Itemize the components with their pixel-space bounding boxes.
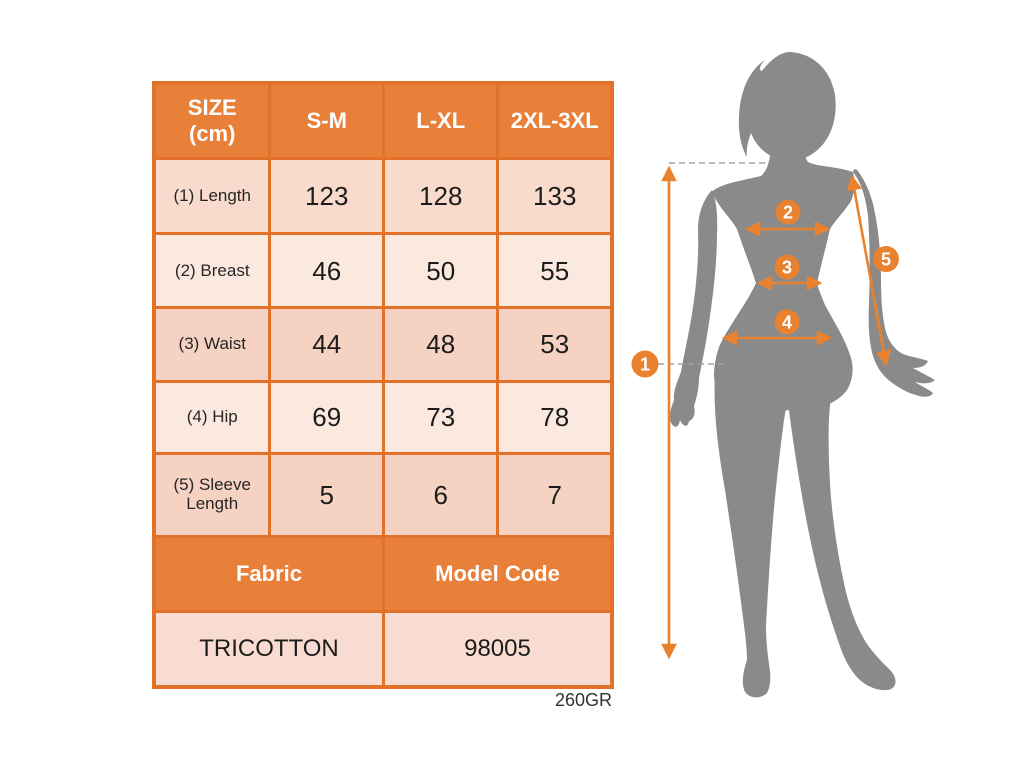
- marker-3-label: 3: [781, 257, 793, 278]
- marker-1-label: 1: [639, 354, 651, 375]
- measurement-cell: 48: [385, 309, 496, 379]
- marker-4-label: 4: [781, 312, 793, 333]
- measurement-cell: 73: [385, 383, 496, 452]
- measurement-cell: 5: [271, 455, 382, 535]
- size-unit-line1: SIZE: [187, 94, 237, 120]
- size-unit-header: [156, 85, 268, 157]
- left-leg-silhouette: [715, 375, 787, 697]
- measurement-cell: 133: [499, 160, 610, 232]
- column-header-l-xl: L-XL: [385, 85, 496, 157]
- model-code-header: Model Code: [385, 538, 610, 610]
- row-label-hip: (4) Hip: [156, 383, 268, 452]
- measurement-cell: 78: [499, 383, 610, 452]
- left-arm-silhouette: [670, 190, 717, 427]
- fabric-header: Fabric: [156, 538, 382, 610]
- body-measurement-figure: [615, 20, 965, 730]
- row-label-length: (1) Length: [156, 160, 268, 232]
- measurement-cell: 123: [271, 160, 382, 232]
- model-code-value: 98005: [385, 613, 610, 685]
- size-unit-line2: (cm): [189, 121, 236, 147]
- right-arm-silhouette: [853, 169, 935, 397]
- row-label-sleeve-length: (5) Sleeve Length: [156, 455, 268, 535]
- right-leg-silhouette: [787, 382, 896, 690]
- row-label-breast: (2) Breast: [156, 235, 268, 306]
- weight-note: 260GR: [554, 690, 612, 710]
- body-silhouette: [670, 52, 935, 697]
- measurement-cell: 55: [499, 235, 610, 306]
- marker-5-label: 5: [880, 249, 892, 270]
- measurement-cell: 46: [271, 235, 382, 306]
- measurement-cell: 44: [271, 309, 382, 379]
- column-header-s-m: S-M: [271, 85, 382, 157]
- size-table: [152, 81, 614, 689]
- fabric-value: TRICOTTON: [156, 613, 382, 685]
- marker-2-label: 2: [782, 202, 794, 223]
- measurement-cell: 53: [499, 309, 610, 379]
- measurement-cell: 128: [385, 160, 496, 232]
- measurement-cell: 69: [271, 383, 382, 452]
- measurement-cell: 50: [385, 235, 496, 306]
- column-header-2xl-3xl: 2XL-3XL: [499, 85, 610, 157]
- measurement-cell: 6: [385, 455, 496, 535]
- row-label-waist: (3) Waist: [156, 309, 268, 379]
- measurement-cell: 7: [499, 455, 610, 535]
